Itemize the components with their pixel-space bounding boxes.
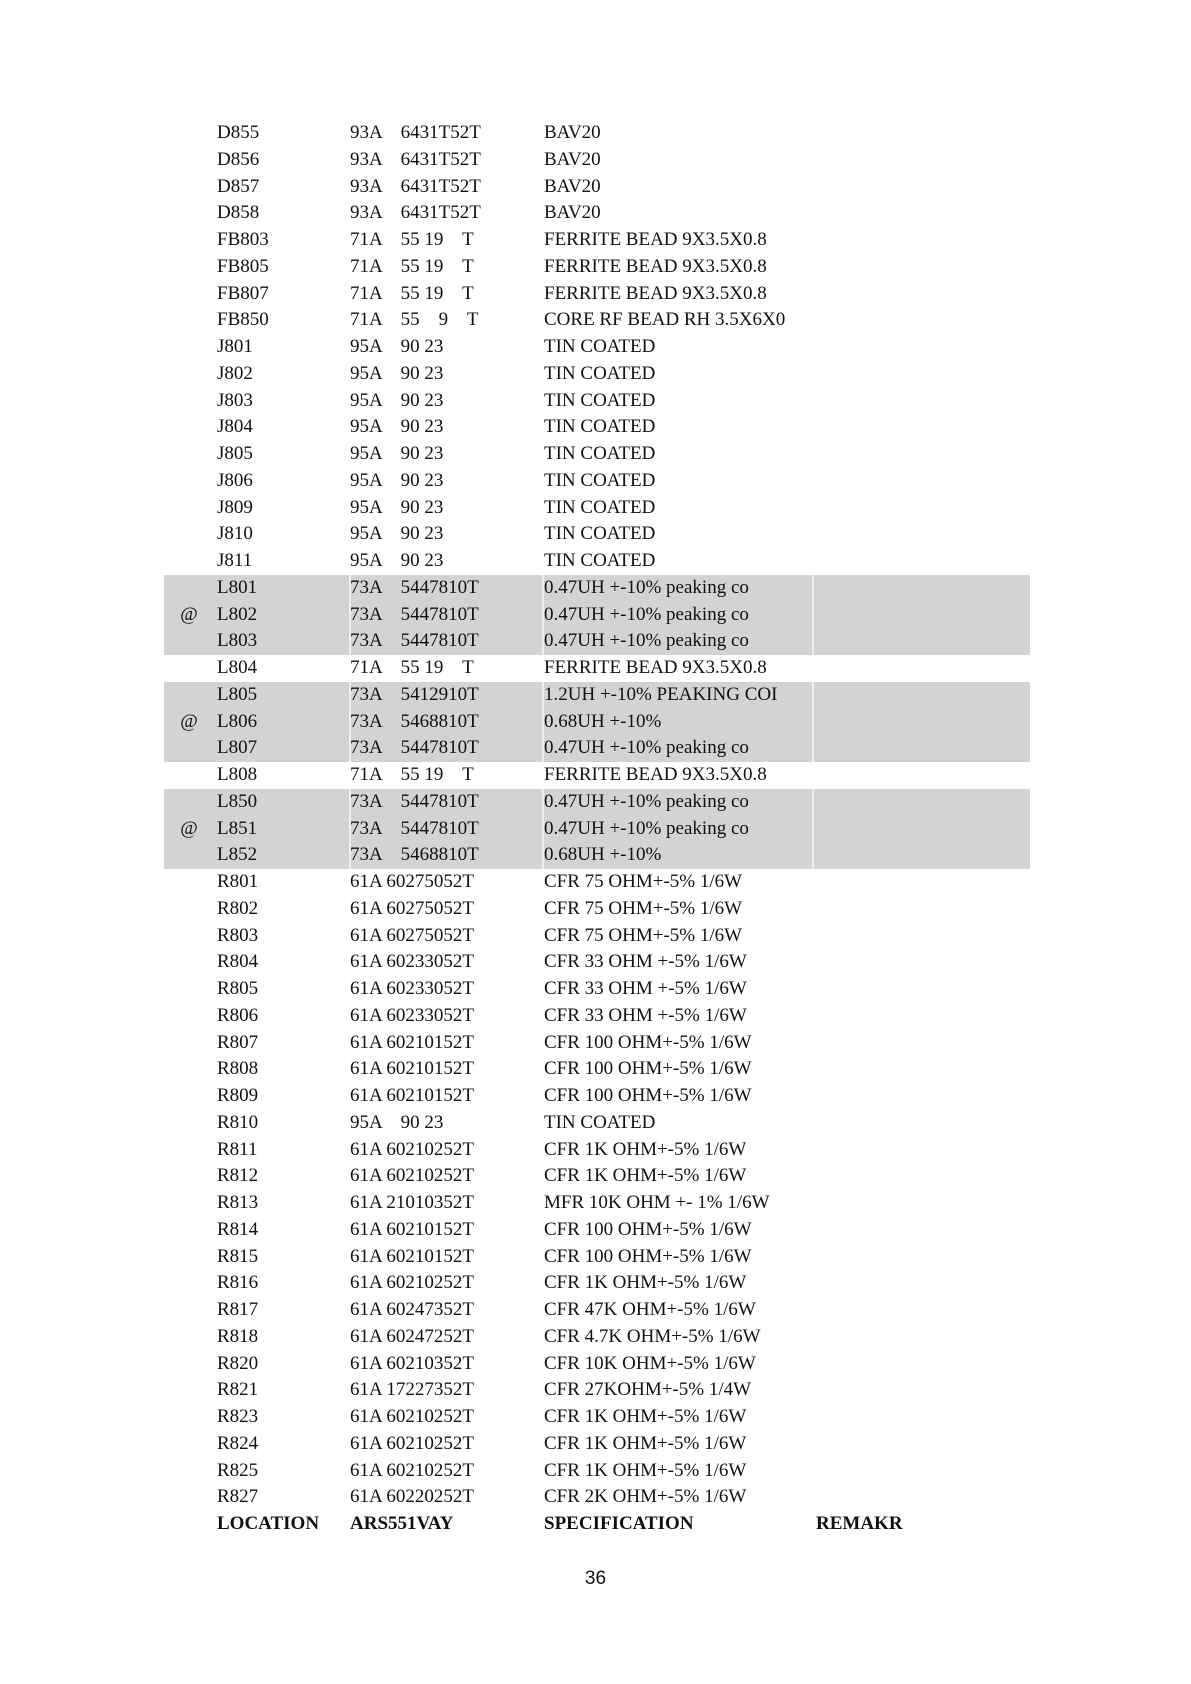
table-row — [164, 602, 1030, 629]
specification-cell: 0.47UH +-10% peaking co — [544, 576, 749, 598]
table-row — [164, 1351, 1030, 1378]
mark-cell — [165, 254, 213, 281]
table-row — [164, 174, 1030, 201]
location-cell: L804 — [217, 657, 258, 678]
location-cell: R801 — [217, 871, 259, 892]
table-row — [164, 762, 1030, 789]
part-number-cell: 71A 55 19 T — [350, 764, 474, 785]
part-number-cell: 93A 6431T52T — [350, 175, 481, 197]
location-cell: R803 — [217, 924, 259, 946]
mark-cell — [165, 842, 213, 869]
specification-cell: CFR 1K OHM+-5% 1/6W — [544, 1165, 747, 1187]
location-cell: R802 — [217, 897, 259, 919]
specification-cell: CFR 75 OHM+-5% 1/6W — [544, 871, 743, 892]
table-row — [164, 735, 1030, 762]
location-cell: J810 — [217, 523, 253, 545]
mark-cell — [165, 227, 213, 254]
table-row — [164, 1484, 1030, 1511]
specification-cell: FERRITE BEAD 9X3.5X0.8 — [544, 229, 767, 250]
table-row — [164, 1377, 1030, 1404]
mark-cell — [165, 1377, 213, 1404]
location-cell: FB803 — [217, 229, 269, 250]
part-number-cell: 73A 5468810T — [350, 710, 479, 732]
mark-cell — [165, 1030, 213, 1057]
location-cell: J804 — [217, 416, 253, 438]
location-cell: R805 — [217, 978, 259, 999]
part-number-cell: 73A 5447810T — [350, 603, 479, 625]
location-cell: R824 — [217, 1432, 259, 1454]
table-row — [164, 414, 1030, 441]
mark-cell — [165, 1217, 213, 1244]
location-cell: R825 — [217, 1459, 259, 1481]
specification-cell: 0.47UH +-10% peaking co — [544, 790, 749, 812]
column-divider — [812, 842, 814, 869]
part-number-cell: 73A 5447810T — [350, 576, 479, 598]
table-row — [164, 655, 1030, 682]
mark-cell — [165, 1484, 213, 1511]
table-row — [164, 575, 1030, 602]
mark-cell — [165, 441, 213, 468]
location-cell: J803 — [217, 389, 253, 411]
location-cell: R808 — [217, 1058, 259, 1080]
part-number-cell: 61A 60233052T — [350, 951, 475, 973]
table-row — [164, 120, 1030, 147]
part-number-cell: 73A 5447810T — [350, 630, 479, 652]
mark-cell — [165, 1190, 213, 1217]
specification-cell: TIN COATED — [544, 389, 656, 411]
part-number-cell: 61A 60233052T — [350, 1004, 475, 1026]
mark-cell — [165, 923, 213, 950]
specification-cell: CFR 100 OHM+-5% 1/6W — [544, 1085, 752, 1106]
specification-cell: CFR 100 OHM+-5% 1/6W — [544, 1058, 752, 1080]
location-cell: R813 — [217, 1192, 259, 1213]
mark-cell — [165, 388, 213, 415]
mark-cell — [165, 548, 213, 575]
mark-cell — [165, 307, 213, 334]
specification-cell: TIN COATED — [544, 523, 656, 545]
table-row — [164, 307, 1030, 334]
table-row — [164, 1324, 1030, 1351]
part-number-cell: 95A 90 23 — [350, 1111, 444, 1133]
location-cell: R821 — [217, 1379, 259, 1401]
location-cell: R810 — [217, 1111, 259, 1133]
part-number-cell: 61A 60210352T — [350, 1352, 475, 1374]
specification-cell: CFR 10K OHM+-5% 1/6W — [544, 1352, 756, 1374]
page-number: 36 — [584, 1568, 607, 1589]
table-row — [164, 334, 1030, 361]
location-cell: D856 — [217, 148, 260, 170]
mark-cell — [165, 1404, 213, 1431]
column-divider — [812, 575, 814, 602]
part-number-cell: 61A 60247252T — [350, 1325, 475, 1347]
parts-table — [164, 120, 1030, 1538]
specification-cell: CFR 100 OHM+-5% 1/6W — [544, 1031, 752, 1053]
table-row — [164, 521, 1030, 548]
table-row — [164, 468, 1030, 495]
model-label: ARS551VAY — [350, 1513, 454, 1534]
mark-cell — [165, 1137, 213, 1164]
location-cell: L802 — [217, 603, 258, 625]
mark-cell — [165, 414, 213, 441]
location-cell: L850 — [217, 790, 258, 812]
table-row — [164, 1431, 1030, 1458]
specification-cell: CFR 75 OHM+-5% 1/6W — [544, 924, 743, 946]
location-cell: R807 — [217, 1031, 259, 1053]
table-row — [164, 254, 1030, 281]
mark-cell — [165, 896, 213, 923]
table-row — [164, 1404, 1030, 1431]
location-cell: L803 — [217, 630, 258, 652]
specification-cell: 0.47UH +-10% peaking co — [544, 603, 749, 625]
table-row — [164, 1217, 1030, 1244]
location-cell: R820 — [217, 1352, 259, 1374]
column-divider — [812, 709, 814, 736]
mark-cell — [165, 334, 213, 361]
table-row — [164, 976, 1030, 1003]
table-row — [164, 200, 1030, 227]
specification-cell: TIN COATED — [544, 1111, 656, 1133]
location-label: LOCATION — [217, 1513, 320, 1534]
part-number-cell: 95A 90 23 — [350, 416, 444, 438]
table-row — [164, 495, 1030, 522]
mark-cell — [165, 869, 213, 896]
mark-cell — [165, 628, 213, 655]
part-number-cell: 61A 60275052T — [350, 897, 475, 919]
location-cell: R818 — [217, 1325, 259, 1347]
location-cell: R812 — [217, 1165, 259, 1187]
specification-cell: 0.47UH +-10% peaking co — [544, 737, 749, 759]
mark-cell — [165, 655, 213, 682]
part-number-cell: 71A 55 19 T — [350, 255, 474, 277]
part-number-cell: 61A 60210252T — [350, 1272, 475, 1294]
specification-cell: BAV20 — [544, 175, 601, 197]
location-cell: R815 — [217, 1245, 259, 1267]
specification-cell: TIN COATED — [544, 416, 656, 438]
location-cell: R814 — [217, 1218, 259, 1240]
mark-cell — [165, 1083, 213, 1110]
mark-cell — [165, 468, 213, 495]
table-row — [164, 1458, 1030, 1485]
part-number-cell: 93A 6431T52T — [350, 122, 481, 143]
location-cell: R811 — [217, 1138, 258, 1160]
part-number-cell: 95A 90 23 — [350, 336, 444, 357]
table-row — [164, 1297, 1030, 1324]
location-cell: L852 — [217, 844, 258, 866]
location-cell: D855 — [217, 122, 260, 143]
table-row — [164, 1056, 1030, 1083]
specification-cell: CFR 1K OHM+-5% 1/6W — [544, 1406, 747, 1427]
specification-label: SPECIFICATION — [544, 1513, 694, 1534]
specification-cell: CFR 100 OHM+-5% 1/6W — [544, 1218, 752, 1240]
specification-cell: CFR 1K OHM+-5% 1/6W — [544, 1138, 747, 1160]
part-number-cell: 61A 60210152T — [350, 1058, 475, 1080]
mark-cell — [165, 1458, 213, 1485]
location-cell: R827 — [217, 1486, 259, 1508]
specification-cell: TIN COATED — [544, 443, 656, 464]
specification-cell: CFR 33 OHM +-5% 1/6W — [544, 978, 747, 999]
specification-cell: CFR 1K OHM+-5% 1/6W — [544, 1432, 747, 1454]
mark-cell — [165, 1270, 213, 1297]
part-number-cell: 61A 60210252T — [350, 1165, 475, 1187]
mark-cell — [165, 575, 213, 602]
specification-cell: CFR 2K OHM+-5% 1/6W — [544, 1486, 747, 1508]
location-cell: L806 — [217, 710, 258, 732]
specification-cell: 1.2UH +-10% PEAKING COI — [544, 683, 778, 705]
table-row — [164, 1190, 1030, 1217]
location-cell: D857 — [217, 175, 260, 197]
mark-cell — [165, 174, 213, 201]
specification-cell: FERRITE BEAD 9X3.5X0.8 — [544, 282, 767, 304]
table-row — [164, 1244, 1030, 1271]
mark-cell — [165, 521, 213, 548]
location-cell: FB805 — [217, 255, 269, 277]
mark-cell — [165, 1110, 213, 1137]
mark-cell — [165, 762, 213, 789]
mark-cell — [165, 1431, 213, 1458]
specification-cell: CFR 33 OHM +-5% 1/6W — [544, 951, 747, 973]
part-number-cell: 95A 90 23 — [350, 469, 444, 491]
mark-cell — [165, 1056, 213, 1083]
table-row — [164, 227, 1030, 254]
mark-cell — [165, 495, 213, 522]
table-row — [164, 949, 1030, 976]
table-row — [164, 281, 1030, 308]
table-row — [164, 1003, 1030, 1030]
part-number-cell: 73A 5412910T — [350, 683, 479, 705]
table-row — [164, 1030, 1030, 1057]
part-number-cell: 61A 60210252T — [350, 1432, 475, 1454]
location-cell: L805 — [217, 683, 258, 705]
mark-cell — [165, 682, 213, 709]
specification-cell: FERRITE BEAD 9X3.5X0.8 — [544, 657, 767, 678]
location-cell: J806 — [217, 469, 253, 491]
location-cell: R817 — [217, 1299, 259, 1320]
mark-cell: @ — [180, 603, 198, 625]
table-row — [164, 388, 1030, 415]
location-cell: L851 — [217, 817, 258, 839]
mark-cell — [165, 1244, 213, 1271]
location-cell: J801 — [217, 336, 253, 357]
table-row — [164, 842, 1030, 869]
specification-cell: BAV20 — [544, 202, 601, 224]
specification-cell: 0.47UH +-10% peaking co — [544, 630, 749, 652]
table-row — [164, 1163, 1030, 1190]
part-number-cell: 95A 90 23 — [350, 523, 444, 545]
part-number-cell: 61A 60275052T — [350, 871, 475, 892]
table-row — [164, 682, 1030, 709]
specification-cell: TIN COATED — [544, 362, 656, 384]
part-number-cell: 95A 90 23 — [350, 496, 444, 518]
location-cell: L808 — [217, 764, 258, 785]
specification-cell: CFR 33 OHM +-5% 1/6W — [544, 1004, 747, 1026]
part-number-cell: 61A 60275052T — [350, 924, 475, 946]
part-number-cell: 73A 5447810T — [350, 737, 479, 759]
column-divider — [812, 602, 814, 629]
specification-cell: 0.47UH +-10% peaking co — [544, 817, 749, 839]
specification-cell: TIN COATED — [544, 336, 656, 357]
specification-cell: CORE RF BEAD RH 3.5X6X0 — [544, 309, 786, 331]
column-divider — [812, 735, 814, 762]
table-row — [164, 923, 1030, 950]
mark-cell — [165, 147, 213, 174]
column-divider — [812, 682, 814, 709]
table-row — [164, 548, 1030, 575]
part-number-cell: 71A 55 9 T — [350, 309, 479, 331]
part-number-cell: 61A 60220252T — [350, 1486, 475, 1508]
specification-cell: MFR 10K OHM +- 1% 1/6W — [544, 1192, 770, 1213]
part-number-cell: 71A 55 19 T — [350, 282, 474, 304]
column-divider — [812, 789, 814, 816]
part-number-cell: 73A 5447810T — [350, 817, 479, 839]
table-row — [164, 1083, 1030, 1110]
part-number-cell: 61A 60210152T — [350, 1031, 475, 1053]
mark-cell — [165, 1351, 213, 1378]
part-number-cell: 61A 60247352T — [350, 1299, 475, 1320]
table-row — [164, 628, 1030, 655]
mark-cell — [165, 1163, 213, 1190]
part-number-cell: 73A 5468810T — [350, 844, 479, 866]
part-number-cell: 73A 5447810T — [350, 790, 479, 812]
mark-cell — [165, 949, 213, 976]
location-cell: R816 — [217, 1272, 259, 1294]
location-cell: R809 — [217, 1085, 259, 1106]
location-cell: J802 — [217, 362, 253, 384]
mark-cell: @ — [180, 817, 198, 839]
location-cell: FB850 — [217, 309, 269, 331]
part-number-cell: 93A 6431T52T — [350, 202, 481, 224]
specification-cell: CFR 1K OHM+-5% 1/6W — [544, 1272, 747, 1294]
mark-cell — [165, 1324, 213, 1351]
part-number-cell: 95A 90 23 — [350, 443, 444, 464]
specification-cell: BAV20 — [544, 148, 601, 170]
column-labels-row — [164, 1511, 1030, 1538]
part-number-cell: 61A 60233052T — [350, 978, 475, 999]
mark-cell — [165, 200, 213, 227]
table-row — [164, 709, 1030, 736]
specification-cell: CFR 4.7K OHM+-5% 1/6W — [544, 1325, 761, 1347]
table-row — [164, 441, 1030, 468]
specification-cell: 0.68UH +-10% — [544, 844, 662, 866]
part-number-cell: 71A 55 19 T — [350, 229, 474, 250]
column-divider — [812, 628, 814, 655]
specification-cell: FERRITE BEAD 9X3.5X0.8 — [544, 764, 767, 785]
location-cell: J811 — [217, 550, 253, 571]
table-row — [164, 789, 1030, 816]
part-number-cell: 61A 17227352T — [350, 1379, 475, 1401]
location-cell: D858 — [217, 202, 260, 224]
part-number-cell: 95A 90 23 — [350, 550, 444, 571]
specification-cell: CFR 75 OHM+-5% 1/6W — [544, 897, 743, 919]
specification-cell: CFR 47K OHM+-5% 1/6W — [544, 1299, 756, 1320]
column-divider — [812, 816, 814, 843]
specification-cell: TIN COATED — [544, 469, 656, 491]
specification-cell: CFR 27KOHM+-5% 1/4W — [544, 1379, 752, 1401]
table-row — [164, 896, 1030, 923]
remark-label: REMAKR — [816, 1513, 903, 1534]
part-number-cell: 61A 60210152T — [350, 1218, 475, 1240]
table-row — [164, 147, 1030, 174]
location-cell: FB807 — [217, 282, 269, 304]
mark-cell — [165, 120, 213, 147]
specification-cell: CFR 1K OHM+-5% 1/6W — [544, 1459, 747, 1481]
part-number-cell: 61A 21010352T — [350, 1192, 475, 1213]
table-row — [164, 361, 1030, 388]
part-number-cell: 93A 6431T52T — [350, 148, 481, 170]
specification-cell: FERRITE BEAD 9X3.5X0.8 — [544, 255, 767, 277]
specification-cell: BAV20 — [544, 122, 601, 143]
part-number-cell: 61A 60210152T — [350, 1085, 475, 1106]
specification-cell: CFR 100 OHM+-5% 1/6W — [544, 1245, 752, 1267]
mark-cell — [165, 735, 213, 762]
mark-cell — [165, 1003, 213, 1030]
location-cell: R804 — [217, 951, 259, 973]
part-number-cell: 61A 60210252T — [350, 1459, 475, 1481]
location-cell: R823 — [217, 1406, 259, 1427]
table-row — [164, 816, 1030, 843]
part-number-cell: 95A 90 23 — [350, 389, 444, 411]
mark-cell: @ — [180, 710, 198, 732]
location-cell: J809 — [217, 496, 253, 518]
location-cell: L807 — [217, 737, 258, 759]
part-number-cell: 71A 55 19 T — [350, 657, 474, 678]
location-cell: R806 — [217, 1004, 259, 1026]
table-row — [164, 1270, 1030, 1297]
location-cell: J805 — [217, 443, 253, 464]
specification-cell: TIN COATED — [544, 496, 656, 518]
location-cell: L801 — [217, 576, 258, 598]
part-number-cell: 95A 90 23 — [350, 362, 444, 384]
table-row — [164, 869, 1030, 896]
part-number-cell: 61A 60210252T — [350, 1138, 475, 1160]
mark-cell — [165, 789, 213, 816]
mark-cell — [165, 976, 213, 1003]
specification-cell: TIN COATED — [544, 550, 656, 571]
mark-cell — [165, 1297, 213, 1324]
mark-cell — [165, 361, 213, 388]
mark-cell — [165, 281, 213, 308]
specification-cell: 0.68UH +-10% — [544, 710, 662, 732]
part-number-cell: 61A 60210152T — [350, 1245, 475, 1267]
table-row — [164, 1110, 1030, 1137]
part-number-cell: 61A 60210252T — [350, 1406, 475, 1427]
table-row — [164, 1137, 1030, 1164]
